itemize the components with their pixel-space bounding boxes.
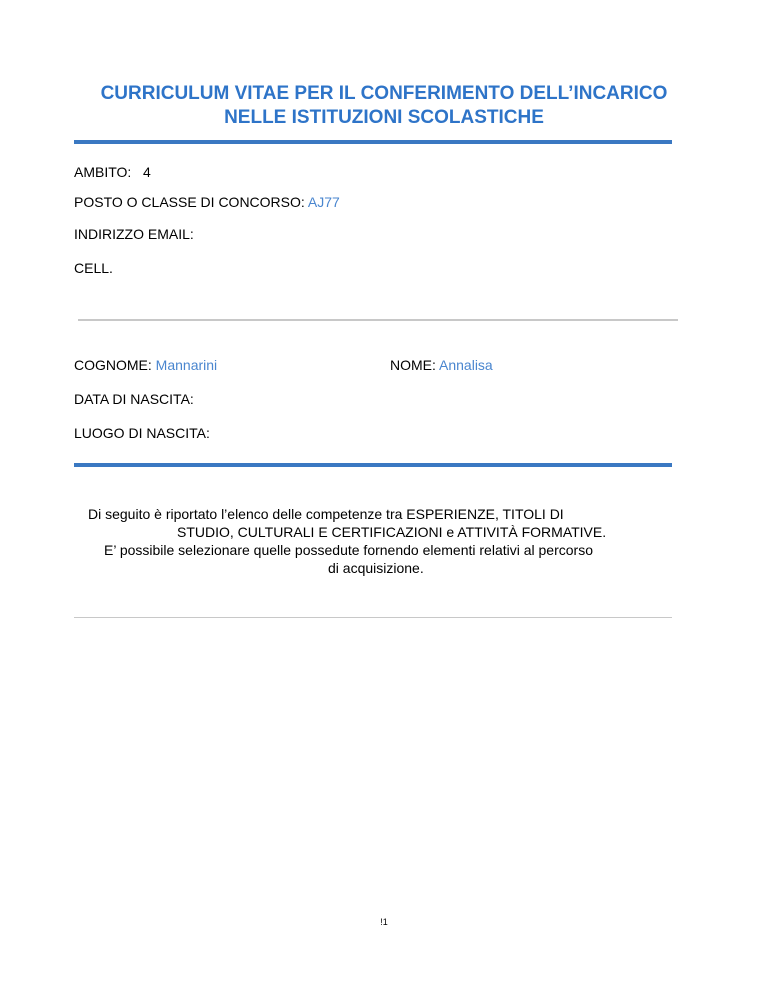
posto-label: POSTO O CLASSE DI CONCORSO: [74,194,305,210]
cell-label: CELL. [74,260,113,276]
posto-field [74,193,340,211]
page-number: !1 [380,917,388,927]
title-line-2: NELLE ISTITUZIONI SCOLASTICHE [224,107,544,128]
intro-line-3: E’ possibile selezionare quelle possedute fornendo elementi relativi al percorso [104,542,593,558]
data-nascita-label: DATA DI NASCITA: [74,391,194,407]
intro-paragraph [80,505,670,577]
ambito-label: AMBITO: [74,164,132,180]
title-divider [74,140,672,144]
cognome-value: Mannarini [155,357,218,373]
cell-field [74,259,113,277]
data-nascita-field [74,390,194,408]
cognome-field [74,356,217,374]
intro-line-2: STUDIO, CULTURALI E CERTIFICAZIONI e ATTIVITÀ FORMATIVE. [177,524,607,540]
title-line-1: CURRICULUM VITAE PER IL CONFERIMENTO DELL’INCARICO [100,83,668,104]
ambito-field [74,163,151,181]
nome-value: Annalisa [439,357,493,373]
posto-value: AJ77 [307,194,340,210]
ambito-value: 4 [142,164,151,180]
intro-line-4: di acquisizione. [328,560,424,576]
intro-line-1: Di seguito è riportato l’elenco delle competenze tra ESPERIENZE, TITOLI DI [88,506,564,522]
luogo-nascita-field [74,424,210,442]
email-field [74,225,194,243]
contact-divider [78,319,678,321]
personal-divider [74,463,672,467]
nome-label: NOME: [390,357,436,373]
luogo-nascita-label: LUOGO DI NASCITA: [74,425,210,441]
intro-divider [74,617,672,618]
nome-field [390,356,493,374]
cognome-label: COGNOME: [74,357,152,373]
email-label: INDIRIZZO EMAIL: [74,226,194,242]
document-title [0,82,768,130]
